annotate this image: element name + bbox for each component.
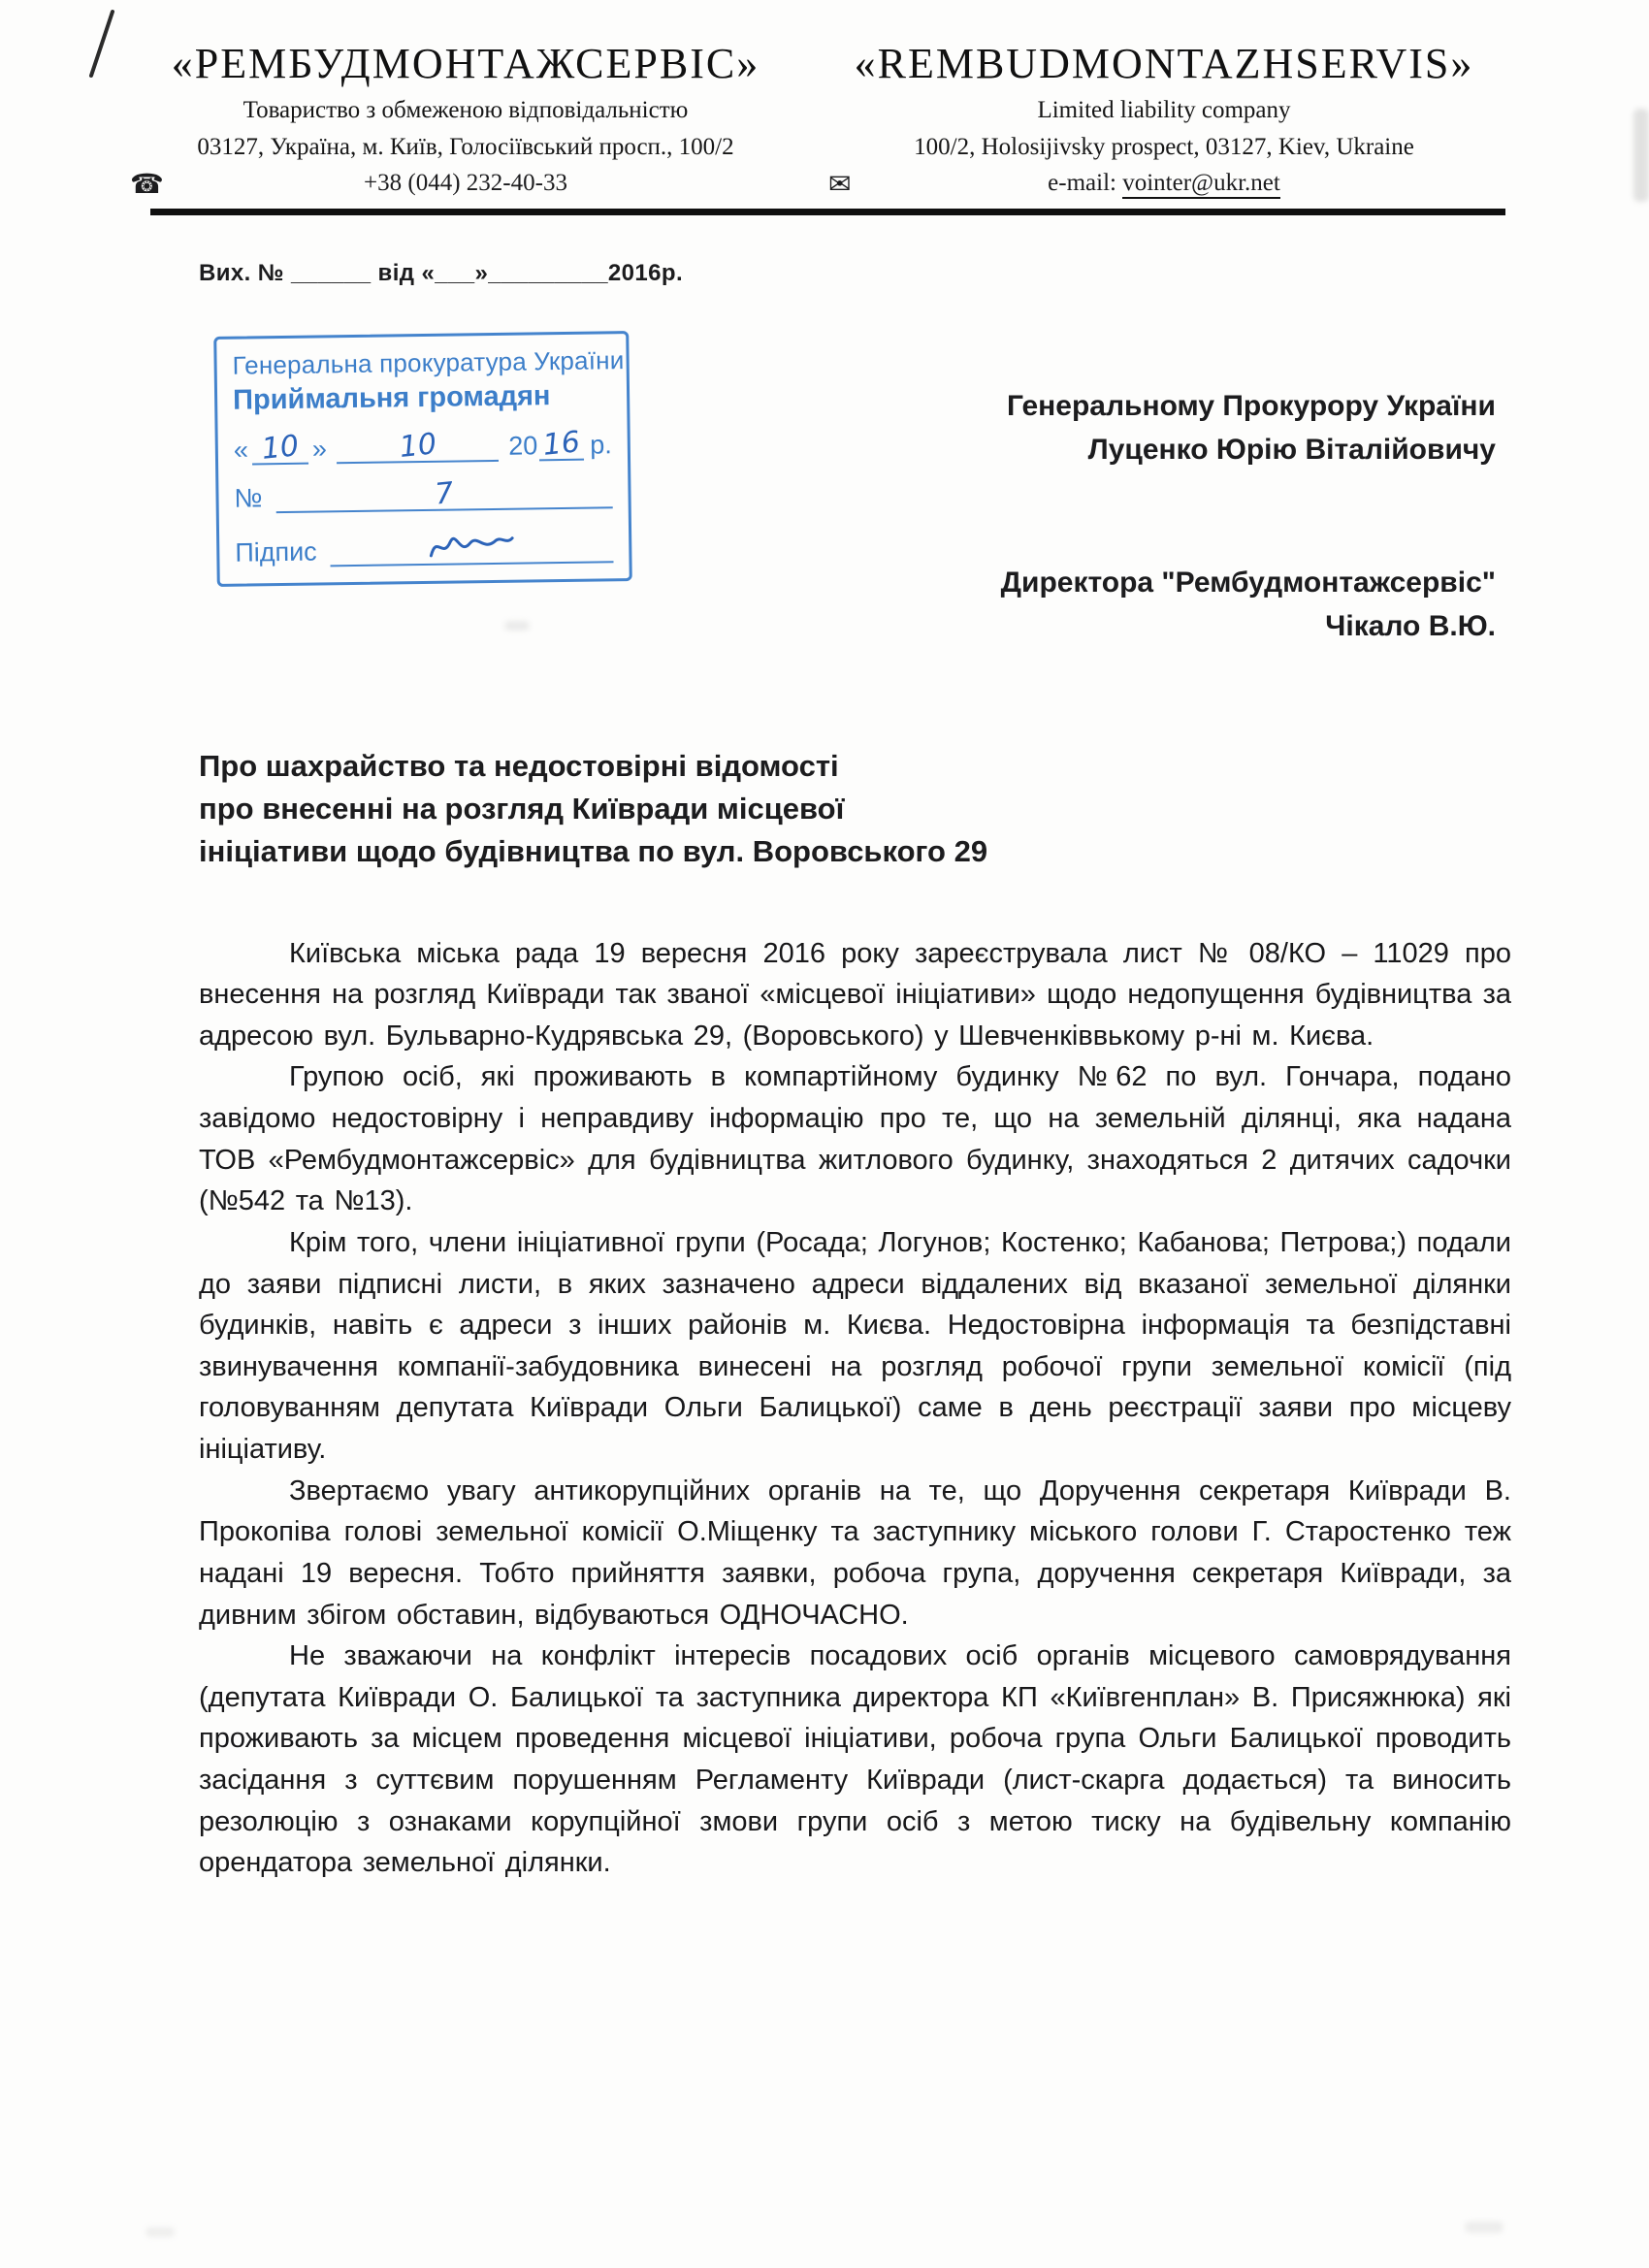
subject-line: Про шахрайство та недостовірні відомості — [199, 748, 839, 783]
company-name-en: «REMBUDMONTAZHSERVIS» — [854, 40, 1474, 87]
addressee-line: Луценко Юрію Віталійовичу — [1087, 433, 1496, 466]
stamp-signature-label: Підпис — [235, 536, 317, 567]
addressee-line: Генеральному Прокурору України — [1006, 389, 1496, 422]
subject-line: ініціативи щодо будівництва по вул. Воровського 29 — [199, 833, 988, 868]
subject-block — [199, 745, 1649, 873]
paragraph: Київська міська рада 19 вересня 2016 року зареєструвала лист № 08/КО – 11029 про внесення на розгляд Київради так званої «місцевої ініціативи» щодо недопущення будівництва за адресою вул. Бульварно-Кудрявська 29, (Воровського) у Шевченківвькому р-ні м. Києва. — [199, 937, 1511, 1052]
stamp-number-label: № — [234, 482, 263, 513]
letterhead-rule — [150, 209, 1505, 215]
envelope-icon: ✉ — [828, 169, 852, 200]
stamp-quote-open: « — [233, 435, 249, 465]
stamp-number-row — [234, 477, 612, 513]
email-row — [815, 169, 1513, 200]
company-name-uk: «РЕМБУДМОНТАЖСЕРВІС» — [171, 40, 760, 87]
handwritten-page-mark — [83, 8, 118, 81]
company-address-en: 100/2, Holosijivsky prospect, 03127, Kiev, Ukraine — [914, 134, 1414, 161]
paragraph: Крім того, члени ініціативної групи (Росада; Логунов; Костенко; Кабанова; Петрова;) подали до заяви підписні листи, в яких зазначено адреси віддалених від вказаної земельної ділянки будинків, навіть є адреси з інших районів м. Києва. Недостовірна інформація та безпідставні звинувачення компанії-забудовника винесені на розгляд робочої групи земельної комісії (під головуванням депутата Київради Ольги Балицької) саме в день реєстрації заяви про місцеву ініціативу. — [199, 1226, 1511, 1466]
email-address: vointer@ukr.net — [1122, 170, 1280, 199]
stamp-year-handwritten: 16 — [541, 424, 582, 463]
stamp-org-name: Генеральна прокуратура України — [232, 344, 625, 380]
letter-body — [199, 933, 1511, 1884]
stamp-signature-row — [235, 526, 613, 567]
email-label: e-mail: — [1048, 169, 1116, 196]
subject-line: про внесенні на розгляд Київради місцевої — [199, 791, 845, 826]
stamp-month-handwritten: 10 — [397, 426, 438, 465]
paragraph: Звертаємо увагу антикорупційних органів на те, що Доручення секретаря Київради В. Прокопіва голові земельної комісії О.Міщенку та заступнику міського голови Г. Старостенко теж надані 19 вересня. Тобто прийняття заявки, робоча група, доручення секретаря Київради, за дивним збігом обставин, відбуваються ОДНОЧАСНО. — [199, 1474, 1511, 1631]
stamp-date-row — [233, 424, 613, 467]
stamp-year-print: 20 — [508, 430, 538, 461]
phone-number: +38 (044) 232-40-33 — [364, 169, 567, 196]
letterhead-right — [815, 39, 1513, 200]
addressee-block — [1001, 384, 1496, 648]
phone-icon: ☎ — [130, 169, 164, 200]
letterhead — [0, 0, 1649, 200]
company-type-uk: Товариство з обмеженою відповідальністю — [242, 97, 689, 123]
middle-section — [0, 287, 1649, 731]
letterhead-left — [116, 39, 815, 200]
signature-icon — [425, 527, 518, 563]
stamp-day-handwritten: 10 — [260, 428, 301, 467]
scan-artifact — [146, 2227, 175, 2237]
outgoing-ref-line: Вих. № ______ від «___»_________2016р. — [199, 259, 684, 286]
stamp-quote-close: » — [311, 433, 328, 464]
stamp-number-handwritten: 7 — [433, 475, 456, 512]
registration-stamp — [213, 331, 632, 587]
company-address-uk: 03127, Україна, м. Київ, Голосіївський просп., 100/2 — [197, 134, 734, 161]
scan-artifact — [1465, 2221, 1504, 2233]
phone-row — [116, 169, 815, 200]
paragraph: Не зважаючи на конфлікт інтересів посадових осіб органів місцевого самоврядування (депутата Київради О. Балицької та заступника директора КП «Київгенплан» В. Присяжнюка) які проживають за місцем проведення місцевої ініціативи, робоча група Ольги Балицької проводить засідання з суттєвим порушенням Регламенту Київради (лист-скарга додається) та виносить резолюцію з ознаками корупційної змови групи осіб з метою тиску на будівельну компанію орендатора земельної ділянки. — [199, 1640, 1511, 1879]
addressee-gap — [1001, 471, 1496, 561]
company-type-en: Limited liability company — [1037, 97, 1291, 123]
stamp-year-suffix: р. — [590, 429, 613, 460]
sender-line: Чікало В.Ю. — [1325, 609, 1496, 642]
paragraph: Групою осіб, які проживають в компартійному будинку №62 по вул. Гончара, подано завідомо недостовірну і неправдиву інформацію про те, що на земельній ділянці, яка надана ТОВ «Рембудмонтажсервіс» для будівництва житлового будинку, знаходяться 2 дитячих садочки (№542 та №13). — [199, 1061, 1511, 1217]
stamp-office-name: Приймальня громадян — [232, 379, 551, 416]
scan-artifact — [1633, 109, 1649, 202]
sender-line: Директора "Рембудмонтажсервіс" — [1000, 566, 1496, 599]
